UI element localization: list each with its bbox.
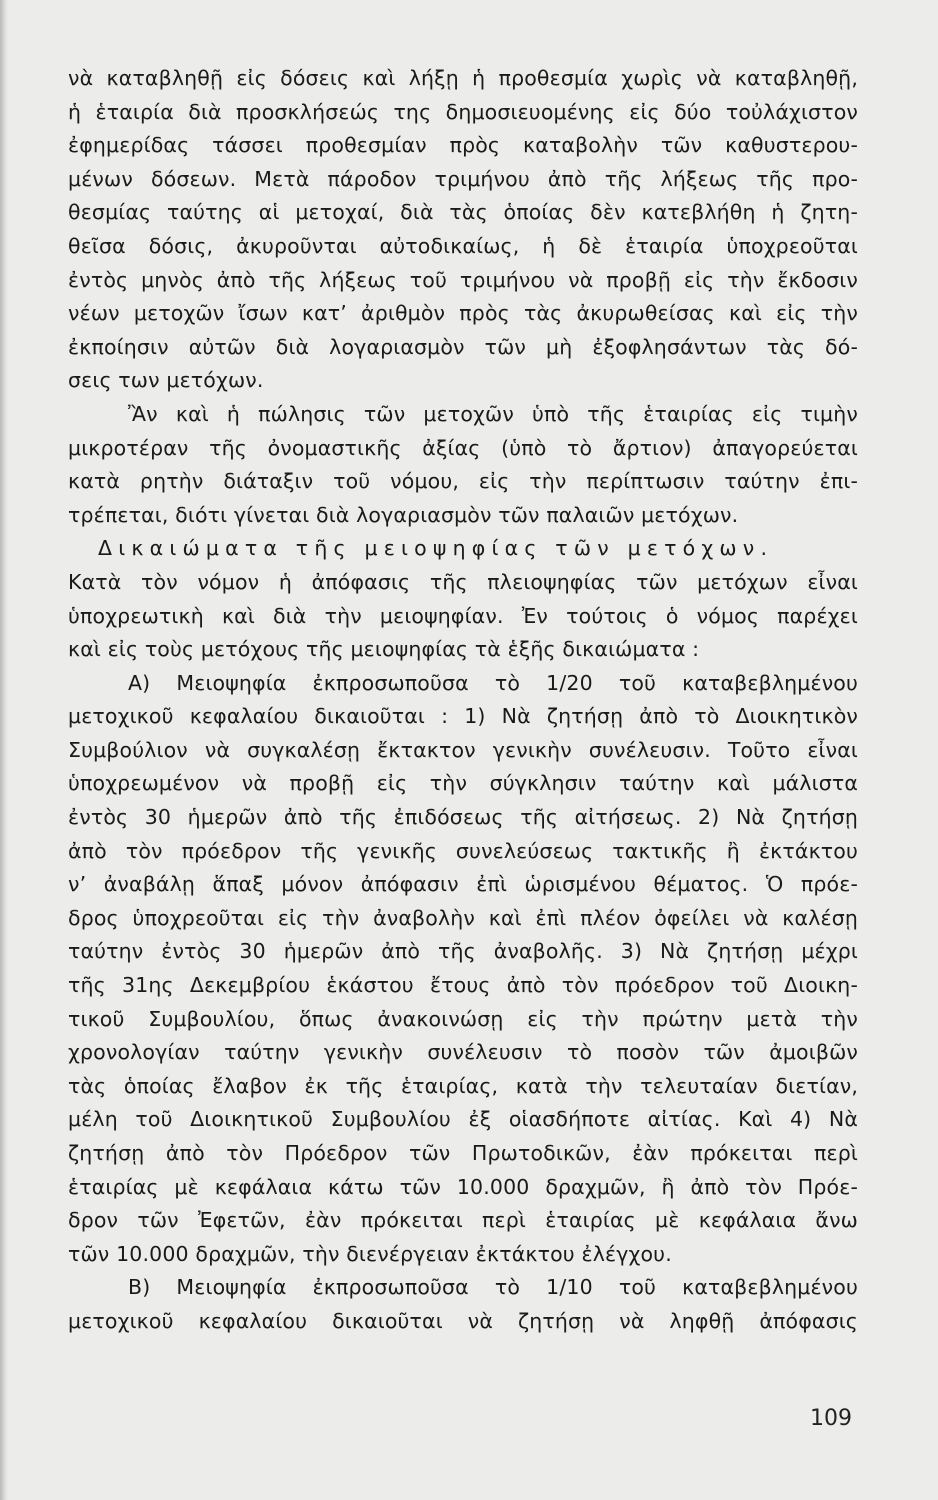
text-line: ταύτην ἐντὸς 30 ἡμερῶν ἀπὸ τῆς ἀναβολῆς. 3) Νὰ ζητήσῃ μέχρι: [68, 939, 858, 964]
text-line: τικοῦ Συμβουλίου, ὅπως ἀνακοινώσῃ εἰς τὴν πρώτην μετὰ τὴν: [68, 1006, 858, 1031]
section-heading: Δικαιώματα τῆς μειοψηφίας τῶν μετόχων.: [98, 536, 774, 561]
text-line: Α) Μειοψηφία ἐκπροσωποῦσα τὸ 1/20 τοῦ καταβεβλημένου: [128, 670, 858, 695]
text-line: μένων δόσεων. Μετὰ πάροδον τριμήνου ἀπὸ τῆς λήξεως τῆς προ-: [68, 166, 858, 191]
text-line: νέων μετοχῶν ἴσων κατ’ ἀριθμὸν πρὸς τὰς ἀκυρωθείσας καὶ εἰς τὴν: [68, 301, 858, 326]
text-line: κατὰ ρητὴν διάταξιν τοῦ νόμου, εἰς τὴν περίπτωσιν ταύτην ἐπι-: [68, 469, 858, 494]
text-line: ἐφημερίδας τάσσει προθεσμίαν πρὸς καταβολὴν τῶν καθυστερου-: [68, 133, 858, 158]
text-line: μετοχικοῦ κεφαλαίου δικαιοῦται νὰ ζητήσῃ νὰ ληφθῇ ἀπόφασις: [68, 1308, 858, 1333]
text-line: ἑταιρίας μὲ κεφάλαια κάτω τῶν 10.000 δραχμῶν, ἢ ἀπὸ τὸν Πρόε-: [68, 1174, 858, 1199]
text-line: μετοχικοῦ κεφαλαίου δικαιοῦται : 1) Νὰ ζητήσῃ ἀπὸ τὸ Διοικητικὸν: [68, 704, 858, 729]
text-line: θεσμίας ταύτης αἱ μετοχαί, διὰ τὰς ὁποίας δὲν κατεβλήθη ἡ ζητη-: [68, 200, 858, 225]
text-line: τὰς ὁποίας ἔλαβον ἐκ τῆς ἑταιρίας, κατὰ τὴν τελευταίαν διετίαν,: [68, 1073, 858, 1098]
text-line: χρονολογίαν ταύτην γενικὴν συνέλευσιν τὸ ποσὸν τῶν ἀμοιβῶν: [68, 1040, 858, 1065]
text-line: δρος ὑποχρεοῦται εἰς τὴν ἀναβολὴν καὶ ἐπὶ πλέον ὀφείλει νὰ καλέσῃ: [68, 905, 858, 930]
text-line: μικροτέραν τῆς ὀνομαστικῆς ἀξίας (ὑπὸ τὸ ἄρτιον) ἀπαγορεύεται: [68, 435, 858, 460]
text-line: τῆς 31ης Δεκεμβρίου ἑκάστου ἔτους ἀπὸ τὸν πρόεδρον τοῦ Διοικη-: [68, 973, 858, 998]
text-line: καὶ εἰς τοὺς μετόχους τῆς μειοψηφίας τὰ ἑξῆς δικαιώματα :: [68, 637, 700, 662]
text-line: θεῖσα δόσις, ἀκυροῦνται αὐτοδικαίως, ἡ δὲ ἑταιρία ὑποχρεοῦται: [68, 233, 858, 258]
text-line: νὰ καταβληθῇ εἰς δόσεις καὶ λήξῃ ἡ προθεσμία χωρὶς νὰ καταβληθῇ,: [68, 66, 858, 90]
text-line: ἡ ἑταιρία διὰ προσκλήσεώς της δημοσιευομένης εἰς δύο τοὐλάχιστον: [68, 99, 858, 124]
text-line: Συμβούλιον νὰ συγκαλέσῃ ἔκτακτον γενικὴν συνέλευσιν. Τοῦτο εἶναι: [68, 737, 858, 762]
text-line: τῶν 10.000 δραχμῶν, τὴν διενέργειαν ἐκτάκτου ἐλέγχου.: [68, 1241, 672, 1266]
text-line: ἀπὸ τὸν πρόεδρον τῆς γενικῆς συνελεύσεως τακτικῆς ἢ ἐκτάκτου: [68, 838, 858, 863]
text-line: ζητήσῃ ἀπὸ τὸν Πρόεδρον τῶν Πρωτοδικῶν, ἐὰν πρόκειται περὶ: [68, 1141, 858, 1165]
page-number: 109: [810, 1406, 852, 1431]
text-line: ὑποχρεωμένον νὰ προβῇ εἰς τὴν σύγκλησιν ταύτην καὶ μάλιστα: [68, 771, 858, 796]
text-line: ν’ ἀναβάλῃ ἅπαξ μόνον ἀπόφασιν ἐπὶ ὡρισμένου θέματος. Ὁ πρόε-: [68, 872, 858, 897]
text-line: δρον τῶν Ἐφετῶν, ἐὰν πρόκειται περὶ ἑταιρίας μὲ κεφάλαια ἄνω: [68, 1208, 858, 1233]
text-line: ἐκποίησιν αὐτῶν διὰ λογαριασμὸν τῶν μὴ ἐξοφλησάντων τὰς δό-: [68, 334, 858, 359]
text-line: τρέπεται, διότι γίνεται διὰ λογαριασμὸν τῶν παλαιῶν μετόχων.: [68, 502, 739, 527]
text-line: σεις των μετόχων.: [68, 368, 264, 393]
text-line: Β) Μειοψηφία ἐκπροσωποῦσα τὸ 1/10 τοῦ καταβεβλημένου: [128, 1275, 858, 1300]
text-line: μέλη τοῦ Διοικητικοῦ Συμβουλίου ἐξ οἱασδήποτε αἰτίας. Καὶ 4) Νὰ: [68, 1107, 858, 1132]
text-line: Ἂν καὶ ἡ πώλησις τῶν μετοχῶν ὑπὸ τῆς ἑταιρίας εἰς τιμὴν: [128, 401, 858, 426]
text-line: ἐντὸς μηνὸς ἀπὸ τῆς λήξεως τοῦ τριμήνου νὰ προβῇ εἰς τὴν ἔκδοσιν: [68, 267, 858, 292]
text-line: Κατὰ τὸν νόμον ἡ ἀπόφασις τῆς πλειοψηφίας τῶν μετόχων εἶναι: [68, 569, 858, 594]
text-line: ὑποχρεωτικὴ καὶ διὰ τὴν μειοψηφίαν. Ἐν τούτοις ὁ νόμος παρέχει: [68, 603, 858, 628]
text-line: ἐντὸς 30 ἡμερῶν ἀπὸ τῆς ἐπιδόσεως τῆς αἰτήσεως. 2) Νὰ ζητήσῃ: [68, 805, 858, 830]
text-body: [68, 62, 858, 1339]
page-edge-shadow: [0, 0, 8, 1500]
